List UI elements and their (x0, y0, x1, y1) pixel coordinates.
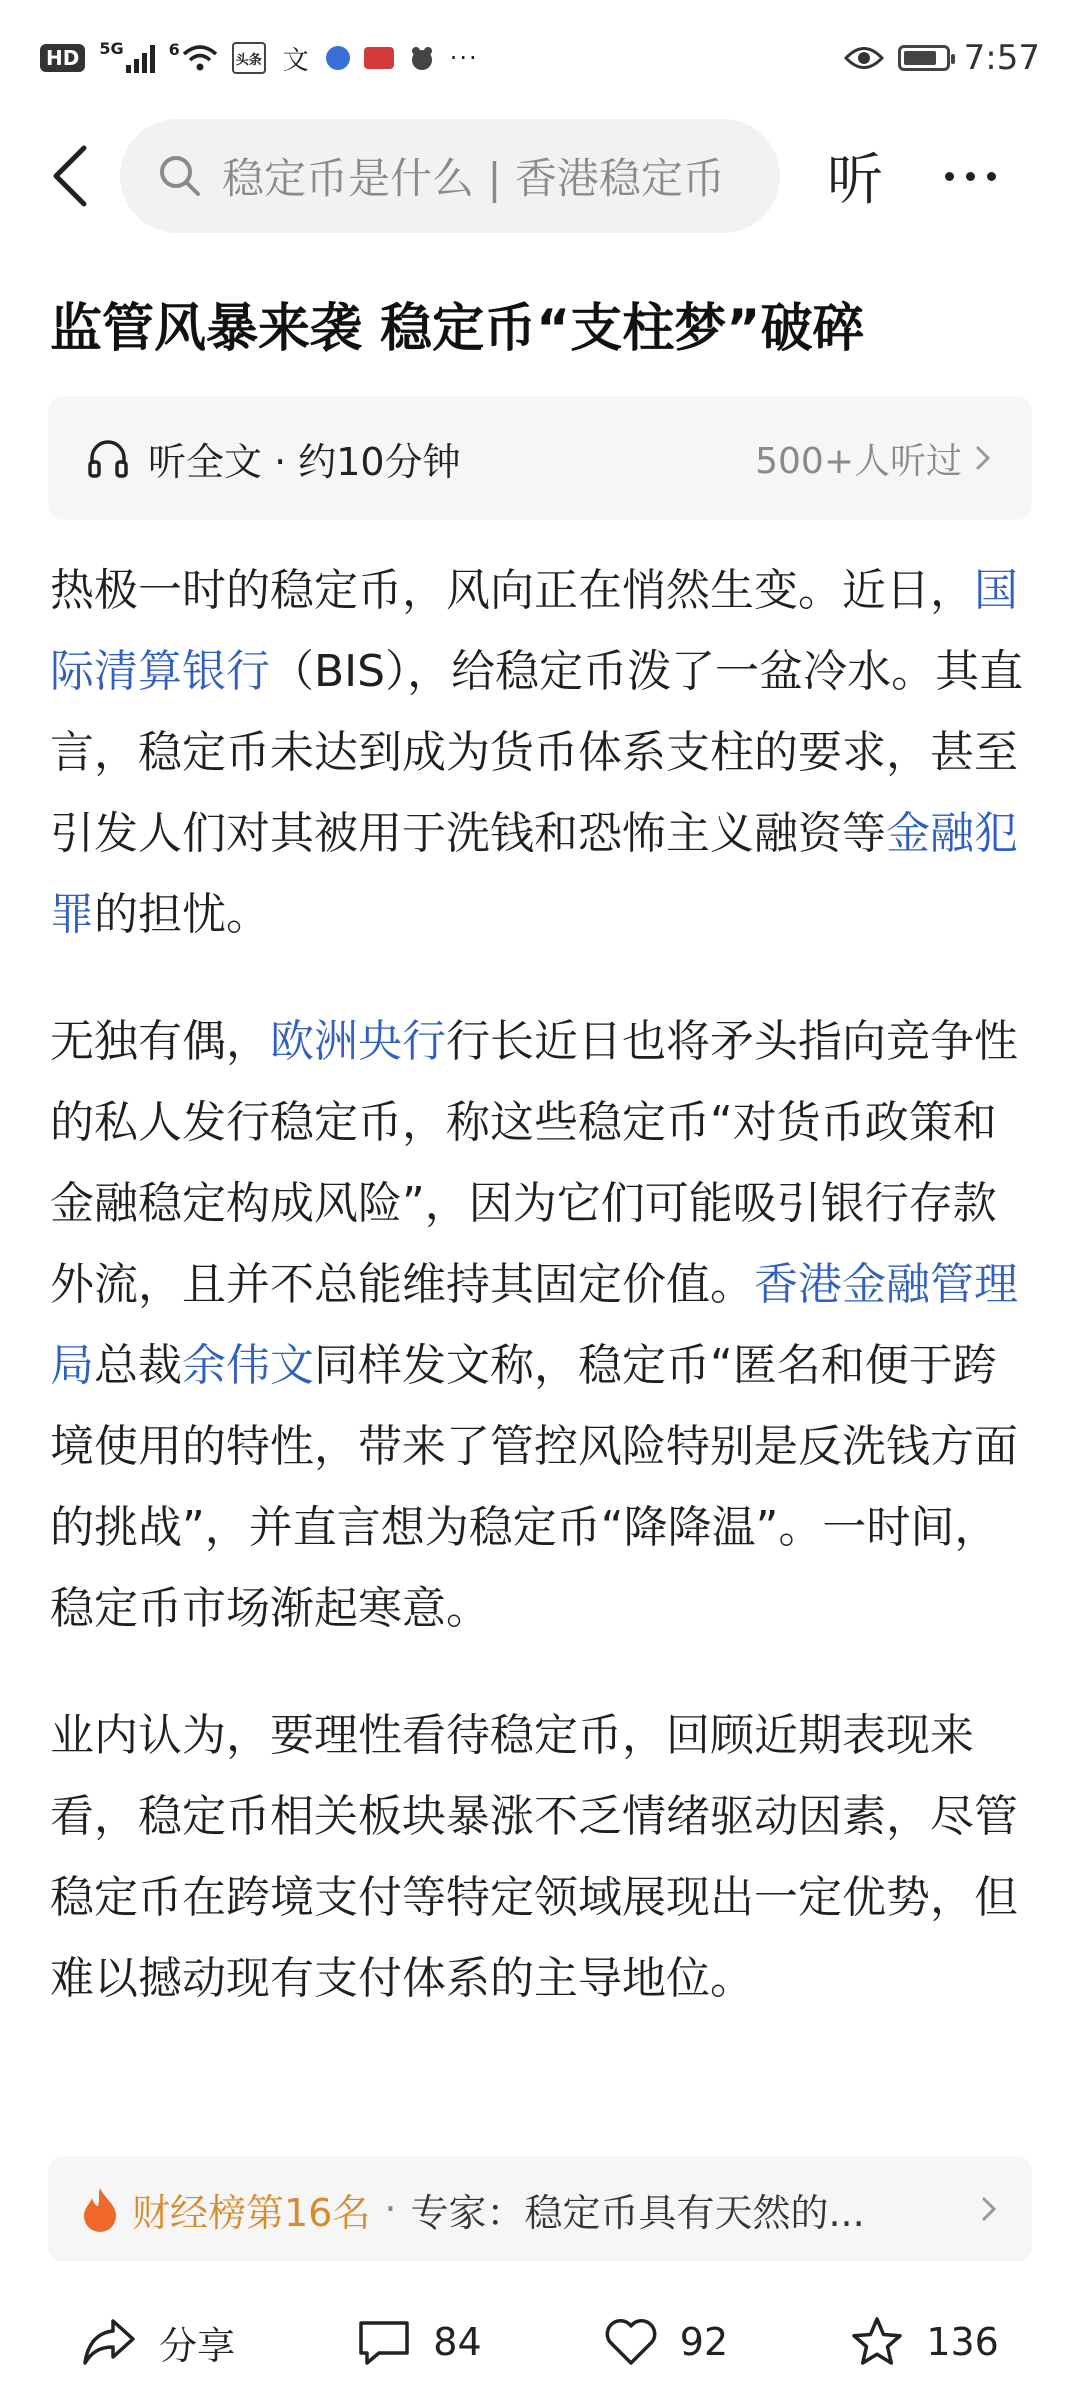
share-button[interactable] (81, 2315, 235, 2370)
hot-rank-bar[interactable] (48, 2156, 1032, 2262)
more-options-button[interactable] (910, 172, 1030, 181)
article-title: 监管风暴来袭 稳定币“支柱梦”破碎 (50, 299, 865, 359)
like-count: 92 (679, 2320, 729, 2364)
search-query-text: 稳定币是什么 | 香港稳定币 (222, 154, 725, 203)
rank-separator: · (384, 2187, 397, 2231)
status-right (844, 38, 1040, 78)
paragraph-1: 热极一时的稳定币，风向正在悄然生变。近日，国际清算银行（BIS），给稳定币泼了一盆冷水。其直言，稳定币未达到成为货币体系支柱的要求，甚至引发人们对其被用于洗钱和恐怖主义融资等金融犯罪的担忧。 (50, 565, 1024, 940)
toutiao-app-icon: 头条 (232, 42, 266, 74)
browser-app-icon (326, 46, 350, 70)
hd-badge: HD (40, 44, 85, 72)
link-ecb[interactable]: 欧洲央行 (270, 1016, 446, 1067)
link-bis[interactable]: 国际清算银行 (50, 565, 1018, 697)
translate-app-icon: 文 (282, 45, 309, 76)
status-bar (0, 0, 1080, 116)
pet-app-icon (408, 44, 436, 72)
battery-icon (898, 45, 950, 71)
rank-headline: 专家：稳定币具有天然的... (410, 2190, 865, 2235)
listen-button[interactable]: 听 (827, 148, 883, 213)
top-toolbar (0, 116, 1080, 236)
net-label-6: 6 (168, 40, 180, 59)
wifi-icon (168, 40, 218, 72)
book-app-icon (364, 47, 394, 69)
listen-full-text-label: 听全文 · 约10分钟 (148, 439, 461, 484)
link-eddie-yue[interactable]: 余伟文 (182, 1340, 314, 1391)
share-label: 分享 (159, 2323, 236, 2368)
heart-icon (604, 2317, 658, 2367)
eye-comfort-icon (844, 45, 884, 71)
comment-count: 84 (433, 2320, 482, 2364)
comment-icon (357, 2317, 411, 2367)
status-more-icon: ··· (449, 44, 479, 72)
listen-full-text-bar[interactable] (48, 396, 1032, 520)
share-icon (81, 2317, 137, 2367)
favorite-count: 136 (926, 2320, 999, 2364)
more-dot-icon (987, 172, 996, 181)
net-label-5g: 5G (99, 39, 124, 58)
star-icon (850, 2316, 904, 2368)
chevron-right-icon (972, 443, 994, 473)
rank-label: 财经榜第16名 (132, 2190, 371, 2235)
headphones-icon (86, 436, 130, 480)
link-hkma[interactable]: 香港金融管理局 (50, 1259, 1018, 1391)
signal-5g-icon (99, 39, 154, 73)
article-body (50, 550, 1040, 2065)
like-button[interactable] (604, 2317, 728, 2367)
paragraph-3: 业内认为，要理性看待稳定币，回顾近期表现来看，稳定币相关板块暴涨不乏情绪驱动因素，尽管稳定币在跨境支付等特定领域展现出一定优势，但难以撼动现有支付体系的主导地位。 (50, 1710, 1018, 2004)
more-dot-icon (966, 172, 975, 181)
more-dot-icon (945, 172, 954, 181)
search-icon (156, 152, 204, 200)
listen-count: 500+人听过 (755, 440, 962, 482)
back-arrow-icon (48, 144, 92, 208)
battery-fill (904, 51, 936, 65)
status-time: 7:57 (963, 38, 1040, 78)
fire-icon (80, 2186, 120, 2232)
comment-button[interactable] (357, 2317, 481, 2367)
paragraph-2: 无独有偶，欧洲央行行长近日也将矛头指向竞争性的私人发行稳定币，称这些稳定币“对货币政策和金融稳定构成风险”，因为它们可能吸引银行存款外流，且并不总能维持其固定价值。香港金融管理局总裁余伟文同样发文称，稳定币“匿名和便于跨境使用的特性，带来了管控风险特别是反洗钱方面的挑战”，并直言想为稳定币“降降温”。一时间，稳定币市场渐起寒意。 (50, 1016, 1018, 1634)
favorite-button[interactable] (850, 2316, 999, 2368)
search-input[interactable] (120, 119, 780, 233)
bottom-action-bar (0, 2284, 1080, 2400)
chevron-right-icon (978, 2194, 1000, 2224)
status-left (40, 39, 479, 76)
back-button[interactable] (20, 116, 120, 236)
link-financial-crime[interactable]: 金融犯罪 (50, 808, 1018, 940)
